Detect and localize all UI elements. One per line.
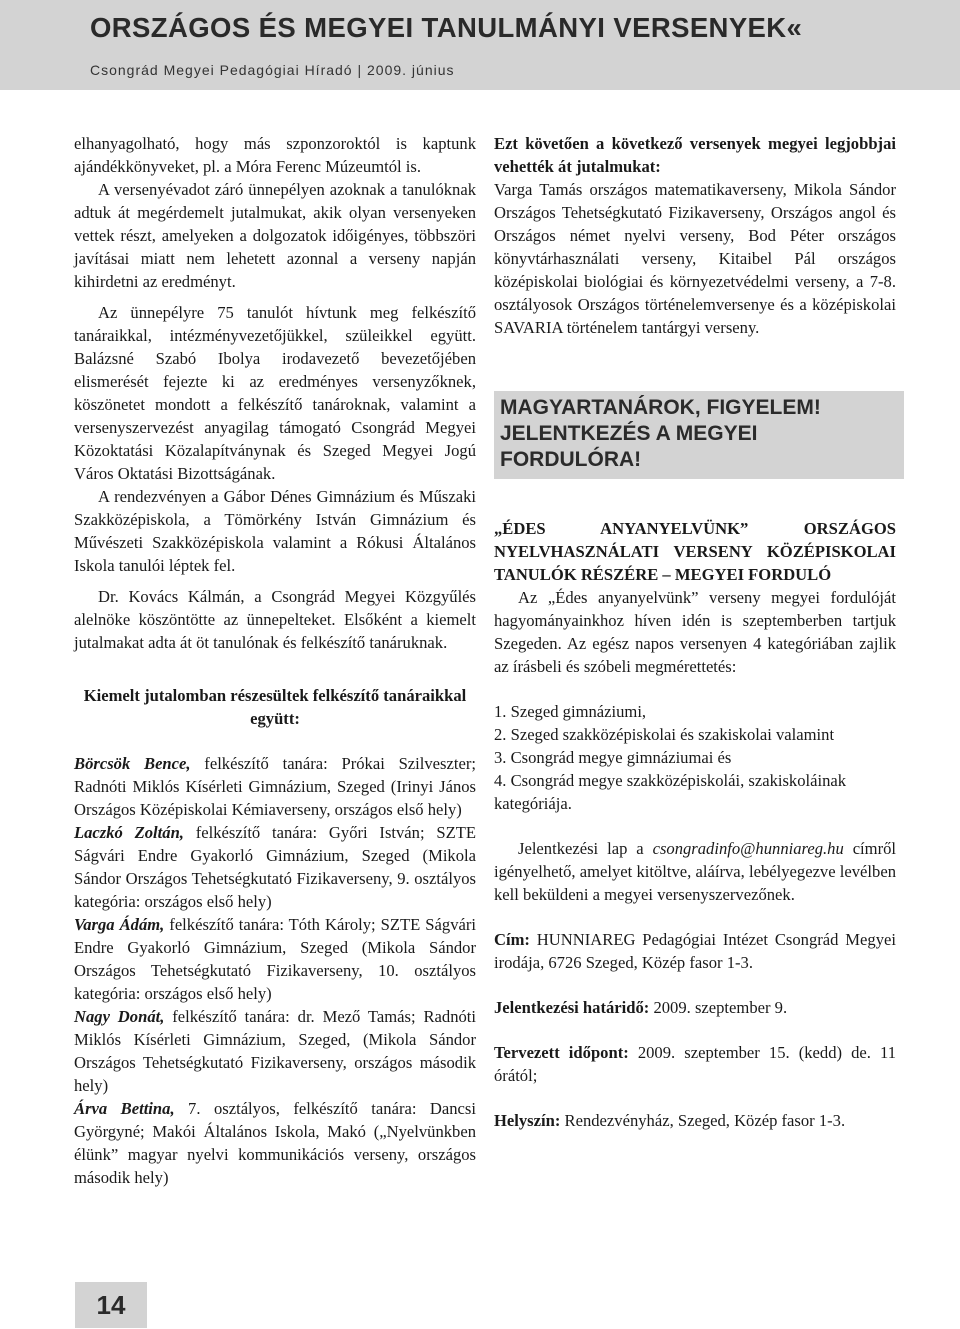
award-entry-text: felkészítő tanára: Győri István; SZTE Ságvári Endre Gyakorló Gimnázium, Szeged (Mikola Sándor Országos Tehetségkutató Fizikaverseny, 9. osztályos kategória: országos első hely) — [74, 823, 476, 911]
award-entry-name: Nagy Donát, — [74, 1007, 165, 1026]
category-list — [494, 700, 896, 815]
application-text — [494, 837, 896, 906]
intro-text: Varga Tamás országos matematikaverseny, Mikola Sándor Országos Tehetségkutató Fizikaverseny, Országos angol és Országos német nyelvi verseny, Bod Péter országos könyvtárhasználati verseny, Kitaibel Pál országos középiskolai biológiai és környezetvédelmi verseny, a 7-8. osztályosok Országos történelemversenye és a középiskolai SAVARIA történelem tantárgyi verseny. — [494, 180, 896, 337]
award-entry — [74, 1097, 476, 1189]
application-text-post: címről igényelhető, amelyet kitöltve, aláírva, lebélyegezve levélben kell beküldeni a megyei versenyszervezőnek. — [494, 839, 897, 904]
list-item: 1. Szeged gimnáziumi, — [494, 702, 647, 721]
award-entry-name: Laczkó Zoltán, — [74, 823, 184, 842]
paragraph: A rendezvényen a Gábor Dénes Gimnázium és Műszaki Szakközépiskola, a Tömörkény István Gimnázium és Művészeti Szakközépiskola valamint a Rókusi Általános Iskola tanulói léptek fel. — [74, 487, 476, 575]
award-entry-text: 7. osztályos, felkészítő tanára: Dancsi Györgyné; Makói Általános Iskola, Makó („Nyelvünkben élünk” magyar nyelvi kommunikációs verseny, országos második hely) — [74, 1099, 476, 1187]
award-entry-text: felkészítő tanára: Prókai Szilveszter; Radnóti Miklós Kísérleti Gimnázium, Szeged (Irinyi János Országos Középiskolai Kémiaverseny, országos első hely) — [74, 754, 476, 819]
deadline-line — [494, 996, 896, 1019]
application-text-pre: Jelentkezési lap a — [518, 839, 653, 858]
deadline-label: Jelentkezési határidő: — [494, 998, 650, 1017]
list-item: 3. Csongrád megye gimnáziumai és — [494, 748, 732, 767]
section-title: „ÉDES ANYANYELVÜNK” ORSZÁGOS NYELVHASZNÁLATI VERSENY KÖZÉPISKOLAI TANULÓK RÉSZÉRE – MEGYEI FORDULÓ — [494, 519, 896, 584]
award-entry — [74, 752, 476, 821]
award-entry — [74, 821, 476, 913]
address-label: Cím: — [494, 930, 530, 949]
paragraph: Dr. Kovács Kálmán, a Csongrád Megyei Közgyűlés alelnöke köszöntötte az ünnepelteket. Elsőként a kiemelt jutalmakat adta át öt tanulónak és felkészítő tanáruknak. — [74, 587, 476, 652]
awards-heading: Kiemelt jutalomban részesültek felkészítő tanáraikkal együtt: — [83, 686, 467, 728]
award-entry-name: Árva Bettina, — [74, 1099, 175, 1118]
header-subtitle: Csongrád Megyei Pedagógiai Híradó | 2009. június — [90, 62, 455, 78]
left-column — [74, 132, 476, 1189]
award-entry-name: Börcsök Bence, — [74, 754, 191, 773]
award-entry-text: felkészítő tanára: dr. Mező Tamás; Radnóti Miklós Kísérleti Gimnázium, Szeged, (Mikola Sándor Országos Tehetségkutató Fizikaverseny, országos második hely) — [74, 1007, 477, 1095]
venue-label: Helyszín: — [494, 1111, 561, 1130]
paragraph: A versenyévadot záró ünnepélyen azoknak a tanulóknak adtuk át megérdemelt jutalmukat, akik olyan versenyeken vettek részt, amelyeken a dolgozatok időigényes, többszöri javításai miatt nem lehetett azonnal a verseny napján kihirdetni az eredményt. — [74, 180, 476, 291]
intro-heading: Ezt követően a következő versenyek megyei legjobbjai vehették át jutalmukat: — [494, 134, 896, 176]
planned-line — [494, 1041, 896, 1087]
announcement-banner: MAGYARTANÁROK, FIGYELEM! JELENTKEZÉS A MEGYEI FORDULÓRA! — [494, 391, 904, 479]
paragraph: elhanyagolható, hogy más szponzoroktól is kaptunk ajándékkönyveket, pl. a Móra Ferenc Múzeumtól is. — [74, 134, 476, 176]
page-number: 14 — [75, 1282, 147, 1328]
award-entry — [74, 1005, 476, 1097]
section-text: Az „Édes anyanyelvünk” verseny megyei fordulóját hagyományainkhoz híven idén is szeptemberben tartjuk Szegeden. Az egész napos versenyen 4 kategóriában zajlik az írásbeli és szóbeli megmérettetés: — [494, 588, 896, 676]
planned-label: Tervezett időpont: — [494, 1043, 629, 1062]
list-item: 2. Szeged szakközépiskolai és szakiskolai valamint — [494, 725, 835, 744]
email-link[interactable]: csongradinfo@hunniareg.hu — [652, 839, 844, 858]
right-column — [494, 132, 896, 1132]
planned-value: 2009. szeptember 15. (kedd) de. 11 órától; — [494, 1043, 896, 1085]
award-entry-text: felkészítő tanára: Tóth Károly; SZTE Ságvári Endre Gyakorló Gimnázium, Szeged (Mikola Sándor Országos Tehetségkutató Fizikaverseny, 10. osztályos kategória: országos első hely) — [74, 915, 476, 1003]
deadline-value: 2009. szeptember 9. — [649, 998, 788, 1017]
address-value: HUNNIAREG Pedagógiai Intézet Csongrád Megyei irodája, 6726 Szeged, Közép fasor 1-3. — [494, 930, 896, 972]
paragraph: Az ünnepélyre 75 tanulót hívtunk meg felkészítő tanáraikkal, intézményvezetőjükkel, szüleikkel együtt. Balázsné Szabó Ibolya irodavezető bevezetőjében elismerését fejezte ki az eredményes versenyzőknek, köszönetet mondott a felkészítő tanároknak, valamint a versenyszervezést anyagilag támogató Csongrád Megyei Közoktatási Közalapítványnak és Szeged Megyei Jogú Város Oktatási Bizottságának. — [74, 303, 476, 483]
page-header — [0, 0, 960, 90]
address-line — [494, 928, 896, 974]
award-entry — [74, 913, 476, 1005]
list-item: 4. Csongrád megye szakközépiskolái, szakiskoláinak kategóriája. — [494, 771, 847, 813]
header-title: ORSZÁGOS ÉS MEGYEI TANULMÁNYI VERSENYEK« — [90, 12, 803, 43]
award-entry-name: Varga Ádám, — [74, 915, 165, 934]
venue-value: Rendezvényház, Szeged, Közép fasor 1-3. — [560, 1111, 846, 1130]
venue-line — [494, 1109, 896, 1132]
